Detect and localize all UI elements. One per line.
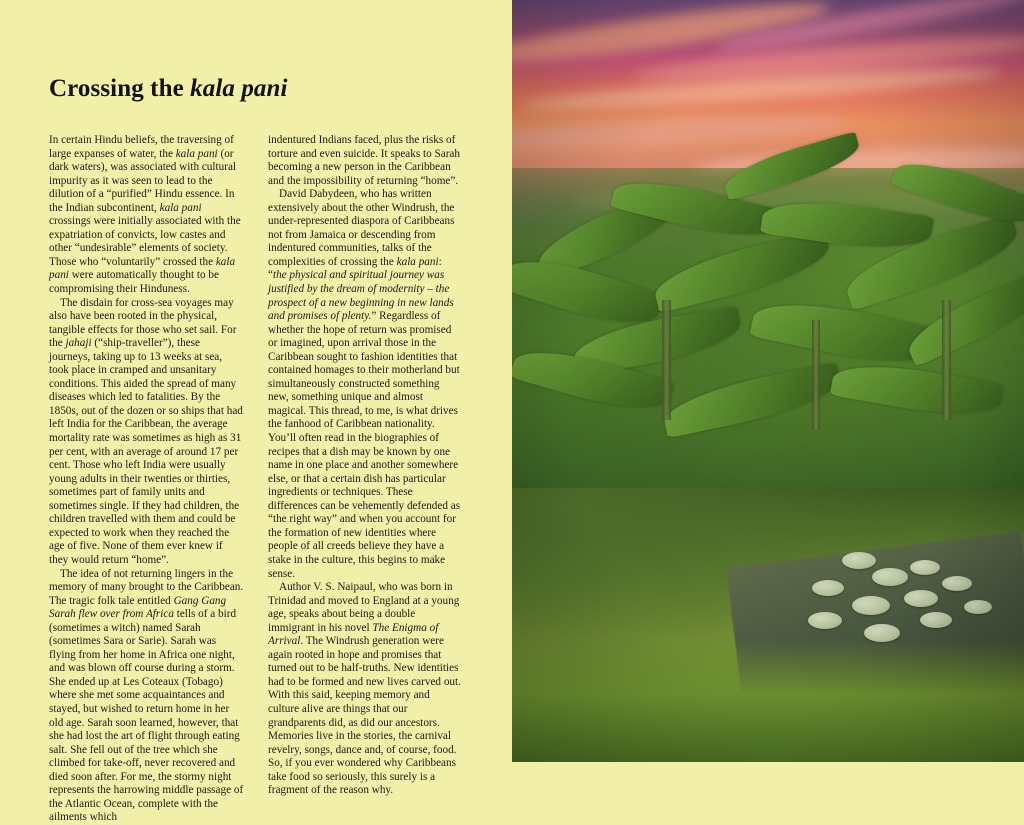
lily-pad xyxy=(812,580,844,596)
lily-pad xyxy=(872,568,908,586)
page-title-plain: Crossing the xyxy=(49,74,191,102)
article-columns xyxy=(49,134,463,825)
paragraph: The idea of not returning lingers in the memory of many brought to the Caribbean. The tragic folk tale entitled Gang Gang Sarah flew over from Africa tells of a bird (sometimes a witch) named Sarah (sometimes Sara or Sarie). Sarah was flying from her home in Africa one night, and was blown off course during a storm. She ended up at Les Coteaux (Tobago) where she met some acquaintances and stayed, but wished to return home in her old age. Sarah soon learned, however, that she had lost the art of flight through eating salt. She fell out of the tree which she climbed for take-off, never recovered and died soon after. For me, the stormy night represents the harrowing middle passage of the Atlantic Ocean, complete with the ailments which xyxy=(49,567,244,824)
column-left xyxy=(49,134,244,825)
paragraph: The disdain for cross-sea voyages may also have been rooted in the physical, tangible effects for those who set sail. For the jahaji (“ship-traveller”), these journeys, taking up to 13 weeks at sea, took place in cramped and unsanitary conditions. This aided the spread of many diseases which led to fatalities. By the 1850s, out of the dozen or so ships that had left India for the Caribbean, the average mortality rate was sometimes as high as 31 per cent, with an average of around 17 per cent. Those who left India were usually young adults in their twenties or thirties, sometimes part of family units and sometimes single. If they had children, the children travelled with them and could be expected to work when they reached the age of five. None of them ever knew if they would return “home”. xyxy=(49,296,243,566)
lily-pad xyxy=(842,552,876,569)
foreground-grass xyxy=(512,640,1024,762)
paragraph: In certain Hindu beliefs, the traversing of large expanses of water, the kala pani (or dark waters), was associated with cultural impurity as it was seen to lead to the dilution of a “purified” Hindu essence. In the Indian subcontinent, kala pani crossings were initially associated with the expatriation of convicts, low castes and other “undesirable” elements of society. Those who “voluntarily” crossed the kala pani were automatically thought to be compromising their Hinduness. xyxy=(49,134,241,296)
paragraph: indentured Indians faced, plus the risks of torture and even suicide. It speaks to Sarah becoming a new person in the Caribbean and the impossibility of returning “home”. xyxy=(268,134,460,187)
banana-trunk xyxy=(662,300,671,420)
lily-pad xyxy=(920,612,952,628)
lily-pad xyxy=(942,576,972,591)
column-right xyxy=(268,134,463,825)
lily-pad xyxy=(852,596,890,615)
photo-page xyxy=(512,0,1024,762)
lily-pad xyxy=(904,590,938,607)
page-title-italic: kala pani xyxy=(190,74,288,102)
paragraph: Author V. S. Naipaul, who was born in Trinidad and moved to England at a young age, speaks about being a double immigrant in his novel The Enigma of Arrival. The Windrush generation were again rooted in hope and promises that turned out to be half-truths. New identities had to be formed and new lives carved out. With this said, keeping memory and culture alive are things that our grandparents did, as did our ancestors. Memories live in the stories, the carnival revelry, songs, dance and, of course, food. So, if you ever wondered why Caribbeans take food so seriously, this surely is a fragment of the reason why. xyxy=(268,581,461,797)
lily-pad xyxy=(808,612,842,629)
page-title xyxy=(49,75,288,103)
banana-trunk xyxy=(942,300,951,420)
banana-trunk xyxy=(812,320,820,430)
banana-plantation-photo xyxy=(512,0,1024,762)
text-page xyxy=(0,0,512,824)
paragraph: David Dabydeen, who has written extensively about the other Windrush, the under-represented diaspora of Caribbeans not from Jamaica or descending from indentured communities, talks of the complexities of crossing the kala pani: “the physical and spiritual journey was justified by the dream of modernity – the prospect of a new beginning in new lands and promises of plenty.” Regardless of whether the hope of return was promised or imagined, upon arrival those in the Caribbean sought to fashion identities that contained homages to their motherland but simultaneously constructed something new, something unique and almost magical. This thread, to me, is what drives the fanhood of Caribbean nationality. You’ll often read in the biographies of recipes that a dish may be known by one name in one place and another somewhere else, or that a certain dish has particular ingredients or techniques. These differences can be vehemently defended as “the right way” and when you account for the formation of new identities where people of all creeds believe they have a stake in the culture, this begins to make sense. xyxy=(268,188,461,580)
lily-pad xyxy=(910,560,940,575)
lily-pad xyxy=(964,600,992,614)
